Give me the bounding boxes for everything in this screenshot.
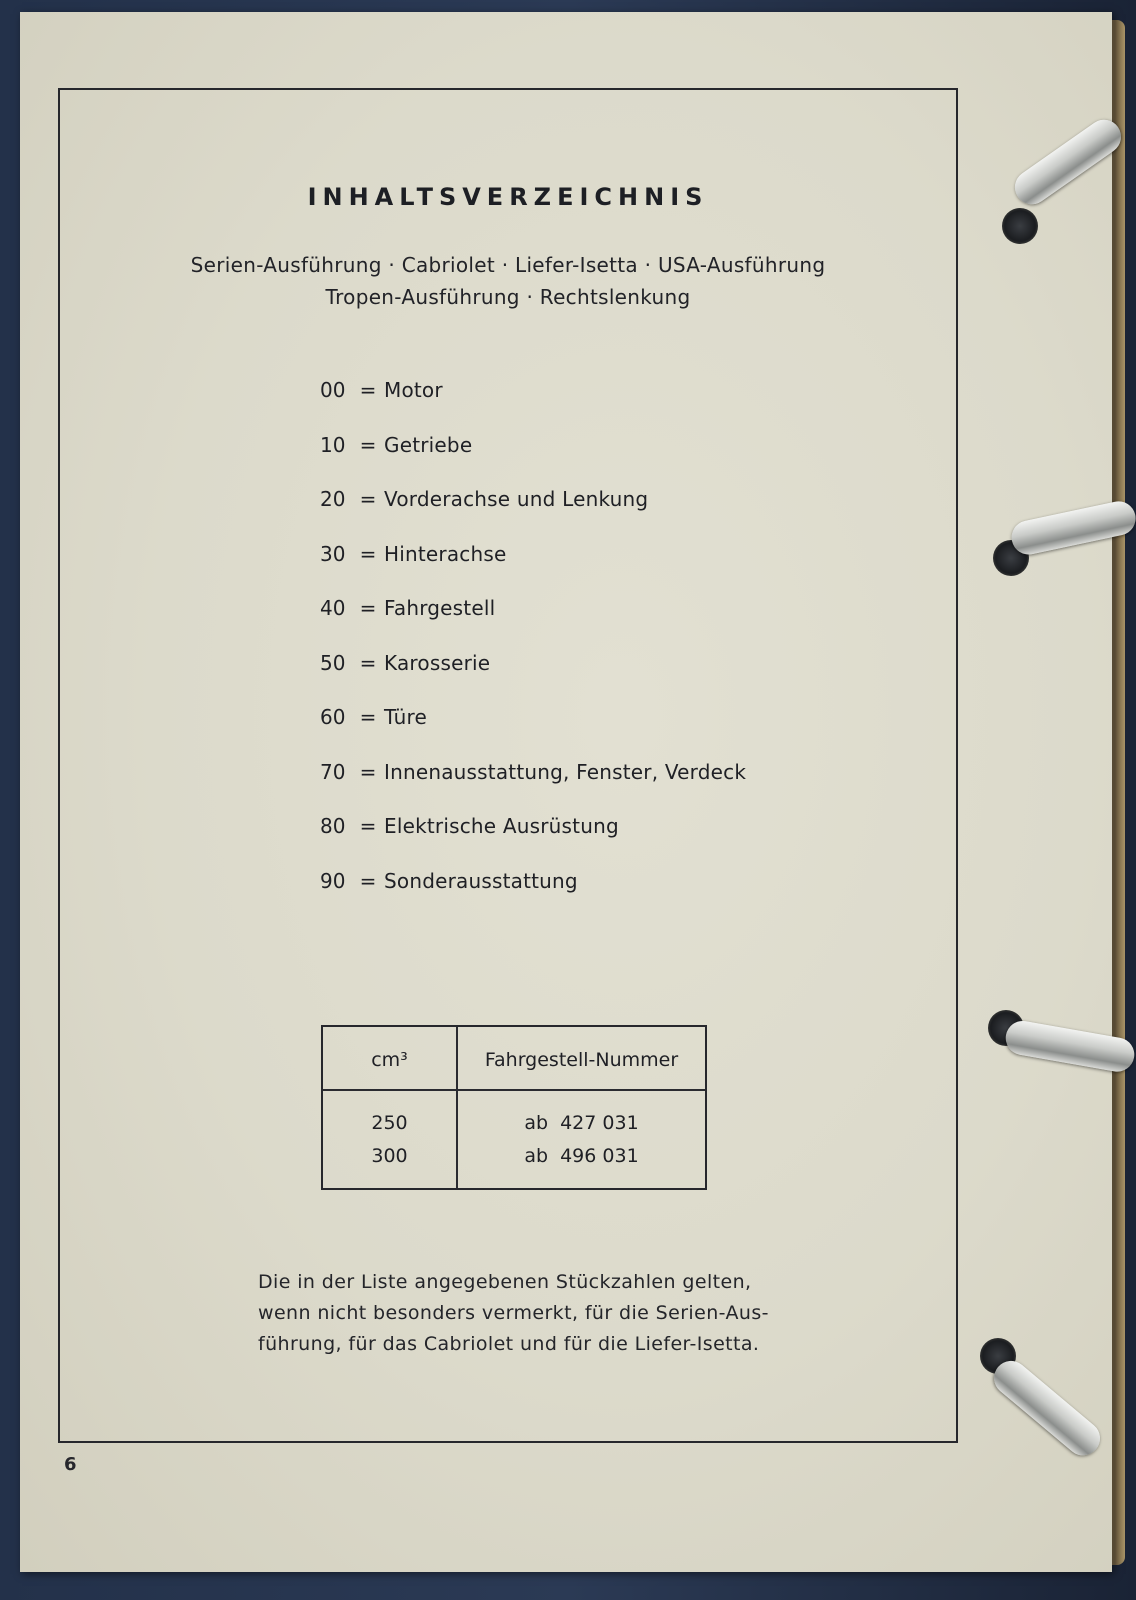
toc-equals: = (359, 541, 377, 566)
footnote-paragraph (258, 1267, 770, 1360)
toc-equals: = (359, 814, 377, 838)
toc-number: 60 (320, 705, 346, 729)
toc-item (320, 433, 746, 488)
toc-item (320, 378, 746, 433)
toc-label: Innenausstattung, Fenster, Verdeck (384, 759, 747, 784)
toc-label: Motor (384, 378, 443, 402)
subtitle-line-1: Serien-Ausführung · Cabriolet · Liefer-Isetta · USA-Ausführung (190, 253, 826, 277)
page-title: INHALTSVERZEICHNIS (307, 183, 709, 211)
toc-equals: = (359, 868, 377, 893)
toc-item (320, 705, 746, 760)
toc-label: Vorderachse und Lenkung (384, 487, 649, 511)
table-cell-displacement: 250 (371, 1112, 408, 1134)
toc-item (320, 651, 746, 706)
toc-label: Türe (384, 705, 428, 729)
toc-equals: = (359, 596, 377, 620)
toc-equals: = (359, 759, 377, 784)
toc-item (320, 814, 746, 869)
table-cell-chassis-number: ab 427 031 (524, 1112, 639, 1134)
chassis-number-table (321, 1025, 707, 1190)
toc-number: 20 (320, 487, 346, 511)
toc-equals: = (359, 650, 377, 675)
toc-label: Fahrgestell (384, 596, 496, 620)
toc-item (320, 542, 746, 597)
table-of-contents (320, 378, 746, 923)
toc-equals: = (359, 378, 377, 402)
footnote-line: wenn nicht besonders vermerkt, für die Serien-Aus- (258, 1302, 769, 1324)
table-header-displacement: cm³ (371, 1049, 408, 1071)
footnote-line: Die in der Liste angegebenen Stückzahlen gelten, (258, 1271, 752, 1293)
page-number: 6 (64, 1454, 77, 1475)
toc-item (320, 487, 746, 542)
toc-item (320, 760, 746, 815)
toc-number: 90 (320, 868, 346, 893)
binder-hole (1002, 208, 1038, 244)
toc-number: 80 (320, 814, 346, 838)
toc-label: Karosserie (384, 650, 491, 675)
table-header-chassis-number: Fahrgestell-Nummer (484, 1049, 679, 1071)
toc-number: 30 (320, 541, 346, 566)
toc-label: Sonderausstattung (384, 868, 578, 893)
toc-number: 00 (320, 378, 346, 402)
toc-equals: = (359, 487, 377, 511)
toc-item (320, 596, 746, 651)
toc-equals: = (359, 705, 377, 729)
toc-item (320, 869, 746, 924)
toc-number: 50 (320, 650, 346, 675)
toc-label: Getriebe (384, 432, 473, 457)
toc-label: Elektrische Ausrüstung (384, 814, 619, 838)
footnote-line: führung, für das Cabriolet und für die Liefer-Isetta. (258, 1333, 760, 1355)
table-cell-chassis-number: ab 496 031 (524, 1145, 639, 1167)
toc-label: Hinterachse (384, 541, 507, 566)
toc-number: 70 (320, 759, 346, 784)
toc-number: 10 (320, 432, 346, 457)
subtitle-line-2: Tropen-Ausführung · Rechtslenkung (325, 285, 691, 309)
table-cell-displacement: 300 (371, 1145, 408, 1167)
toc-equals: = (359, 432, 377, 457)
toc-number: 40 (320, 596, 346, 620)
table-header-divider (323, 1089, 705, 1091)
